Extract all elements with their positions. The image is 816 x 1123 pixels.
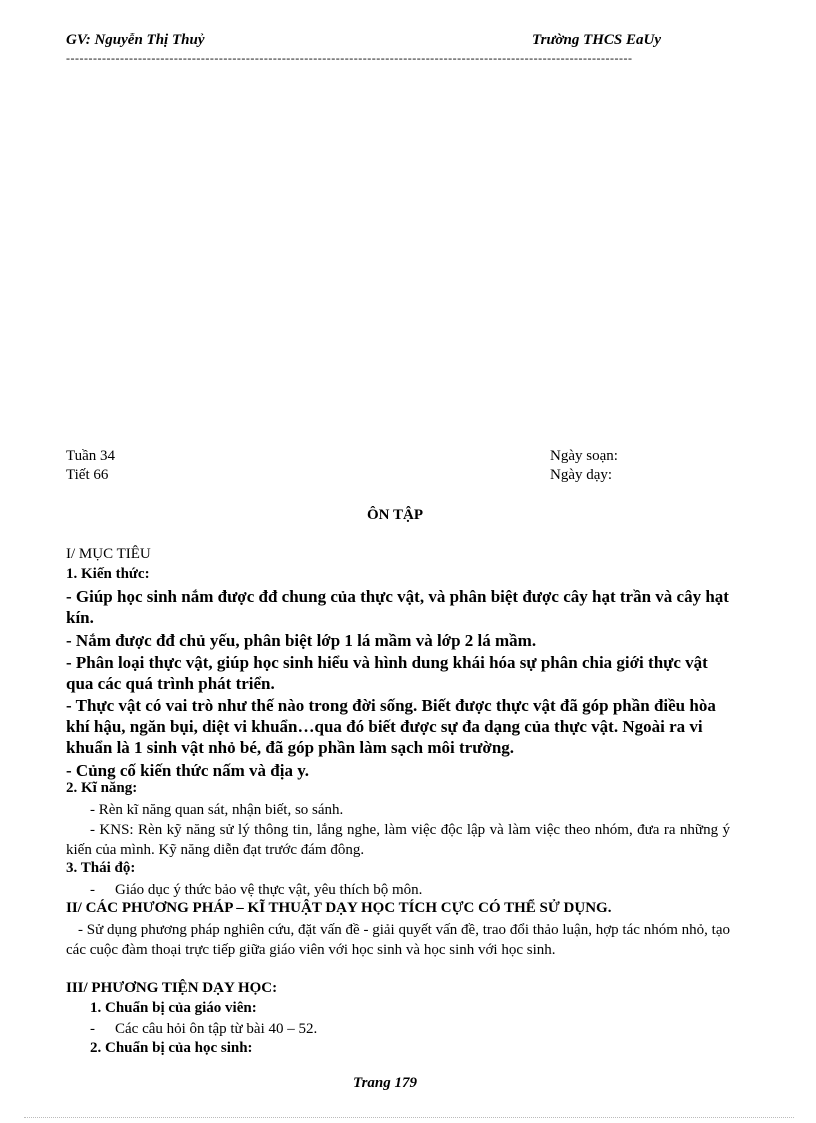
week-label: Tuần 34	[66, 448, 116, 464]
header-rule: ------------------------------------------------------------------------------------------------------------------------------	[66, 52, 633, 64]
knowledge-item-1: - Giúp học sinh nắm được đđ chung của thực vật, và phân biệt được cây hạt trần và cây hạt kín.	[66, 587, 729, 627]
teach-date-label: Ngày dạy:	[550, 467, 613, 483]
school-name: Trường THCS EaUy	[532, 32, 661, 48]
skill-item-1: - Rèn kĩ năng quan sát, nhận biết, so sánh.	[90, 802, 344, 818]
attitude-item-1: Giáo dục ý thức bảo vệ thực vật, yêu thích bộ môn.	[115, 882, 423, 898]
section-2-heading: II/ CÁC PHƯƠNG PHÁP – KĨ THUẬT DẠY HỌC TÍCH CỰC CÓ THỂ SỬ DỤNG.	[66, 900, 612, 916]
knowledge-item-3: - Phân loại thực vật, giúp học sinh hiểu và hình dung khái hóa sự phân chia giới thực vật qua các quá trình phát triển.	[66, 653, 708, 693]
skill-item-2: - KNS: Rèn kỹ năng sử lý thông tin, lắng nghe, làm việc độc lập và làm việc theo nhóm, đưa ra những ý kiến của mình. Kỹ năng diễn đạt trước đám đông.	[66, 822, 730, 858]
knowledge-item-4: - Thực vật có vai trò như thế nào trong đời sống. Biết được thực vật đã góp phần điều hòa khí hậu, ngăn bụi, diệt vi khuẩn…qua đó biết được sự đa dạng của thực vật. Ngoài ra vi khuẩn là 1 sinh vật nhỏ bé, đã góp phần làm sạch môi trường.	[66, 696, 716, 757]
knowledge-title: 1. Kiến thức:	[66, 566, 150, 582]
knowledge-item-5: - Củng cố kiến thức nấm và địa y.	[66, 761, 310, 780]
section-2-paragraph: - Sử dụng phương pháp nghiên cứu, đặt vấn đề - giải quyết vấn đề, trao đổi thảo luận, hợp tác nhóm nhỏ, tạo các cuộc đàm thoại trực tiếp giữa giáo viên với học sinh và học sinh với học sinh.	[66, 922, 730, 958]
skills-title: 2. Kĩ năng:	[66, 780, 138, 796]
teacher-prep-bullet: -	[90, 1021, 95, 1037]
period-label: Tiết 66	[66, 467, 109, 483]
section-3-heading: III/ PHƯƠNG TIỆN DẠY HỌC:	[66, 980, 278, 996]
page-bottom-divider	[24, 1117, 794, 1118]
teacher-prep-item-1: Các câu hỏi ôn tập từ bài 40 – 52.	[115, 1021, 318, 1037]
teacher-prep-title: 1. Chuẩn bị của giáo viên:	[90, 1000, 257, 1016]
attitude-title: 3. Thái độ:	[66, 860, 136, 876]
prep-date-label: Ngày soạn:	[550, 448, 618, 464]
student-prep-title: 2. Chuẩn bị của học sinh:	[90, 1040, 253, 1056]
page-number: Trang 179	[352, 1075, 418, 1091]
lesson-title: ÔN TẬP	[367, 507, 423, 523]
teacher-name: GV: Nguyễn Thị Thuỷ	[66, 32, 205, 48]
attitude-bullet: -	[90, 882, 95, 898]
section-1-heading: I/ MỤC TIÊU	[66, 546, 151, 562]
knowledge-item-2: - Nắm được đđ chủ yếu, phân biệt lớp 1 lá mầm và lớp 2 lá mầm.	[66, 631, 537, 650]
